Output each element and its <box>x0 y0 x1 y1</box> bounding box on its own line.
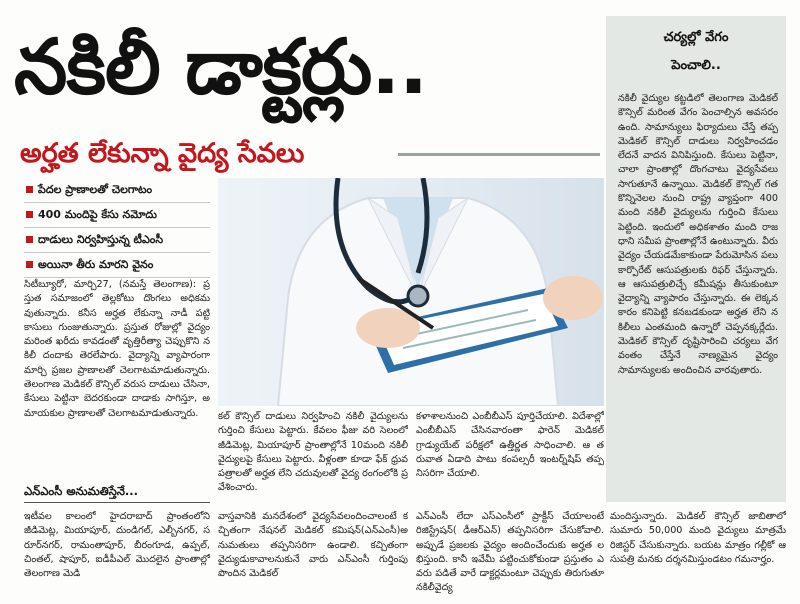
sidebar-body: నకిలీ వైద్యుల కట్టడిలో తెలంగాణ మెడికల్ కౌన్సిల్ మరింత వేగం పెంచాల్సిన అవసరం ఉంది. సామాన్యులు ఫిర్యాదులు చేస్తే తప్ప మెడికల్ కౌన్సిల్ దాడులు నిర్వహించడం లేదనే వాదన వినిపిస్తుంది. కేసులు పెట్టినా, చాలా ప్రాంతాల్లో దొంగచాటు వైద్యసేవలు సాగుతూనే ఉన్నాయి. మెడికల్ కౌన్సిల్ గత కొన్నినెలల నుంచి రాష్ట్ర వ్యాప్తంగా 400 మంది నకిలీ వైద్యులను గుర్తించి కేసులు పెట్టింది. ఇందులో అధికశాతం మంది రాజధాని సమీప ప్రాంతాల్లోనే ఉంటున్నారు. వీరు వైద్యం చేయడమేకాకుండా పేరుమోసిన పలు కార్పొరేట్ ఆసుపత్రులకు రిఫర్ చేస్తున్నారు. ఆ ఆసుపత్రులిచ్చే కమీషన్లు తీసుకుంటూ వైద్యాన్ని వ్యాపారం చేస్తున్నారు. ఈ లెక్కన కారం కనిపెట్టి కనబడకుండా అర్హత లేని నకిలీలు ఎంతమంది ఉన్నారో చెప్పనక్కర్లేదు. మెడికల్ కౌన్సిల్ దృష్టిసారించి చర్యలు వేగవంతం చేస్తేనే నాణ్యమైన వైద్యం సామాన్యులకు అందించిన వారవుతారు. <box>618 93 778 376</box>
bullet-square-icon <box>26 236 33 243</box>
article-column-3-upper: కళాశాలనుంచి ఎంబీబీఎస్ పూర్తిచేయాలి. విదేశాల్లో ఎంబీబీఎస్ చేసినవారంతా ఫారెన్ మెడికల్ గ్రాడ్యుయేట్ పరీక్షలో ఉత్తీర్ణత సాధించాలి. ఆ తరువాత ఏడాది పాటు కంపల్సరీ ఇంటర్న్‌షిప్ తప్పనిసరిగా చేయాలి. <box>416 411 604 480</box>
subheadline: అర్హత లేకున్నా వైద్య సేవలు <box>20 138 305 169</box>
bullet-item <box>24 178 210 203</box>
bullet-square-icon <box>26 186 33 193</box>
bullet-item <box>24 253 210 278</box>
subheadline-row <box>20 134 600 174</box>
doctor-illustration <box>218 178 604 406</box>
bullet-text: 400 మందిపై కేసు నమోదు <box>38 208 157 221</box>
sidebar-box <box>606 16 786 502</box>
bullet-square-icon <box>26 261 33 268</box>
article-column-3-lower: ఎన్ఎంసీ లేదా ఎస్ఎంసీలో ప్రాక్టీస్ చేయాలంటే రిజిస్ట్రేషన్( డీఆర్ఎన్) తప్పనిసరిగా చేసుకోవాలి. అప్పుడే ప్రజలకు వైద్యం అందించేందుకు అర్హత లభిస్తుంది. కానీ ఇవేమీ పట్టించుకోకుండా ప్రస్తుతం ఎవరు పడితే వారే డాక్టర్లమంటూ చెప్పుకు తిరుగుతూ నకిలీవైద్య <box>416 511 604 594</box>
headline: నకిలీ డాక్టర్లు.. <box>14 22 428 111</box>
bullet-item <box>24 228 210 253</box>
article-subheading: ఎన్ఎంసీ అనుమతిస్తేనే... <box>24 484 138 498</box>
sidebar-title-line-1: చర్యల్లో వేగం <box>663 30 729 45</box>
doctor-photo <box>218 178 604 406</box>
article-column-2-upper: కల్ కౌన్సిల్ దాడులు నిర్వహించి నకిలీ వైద్యులను గుర్తించి కేసులు పెట్టారు. కేవలం ఫీజు వరి సెలంలో జీడిమెట్ల, మియాపూర్ ప్రాంతాల్లోనే 10మంది నకిలీ వైద్యులపై కేసులు పెట్టారు. వీళ్లంతా కూడా ఫేక్ ధ్రువపత్రాలతో అర్హత లేని చదువులతో వైద్య రంగంలోకి ప్రవేశించారు. <box>218 411 408 494</box>
subheading-rule <box>24 502 210 503</box>
article-column-1: సిటీబ్యూరో, మార్చి27, (నమస్తే తెలంగాణ): ప్రస్తుత సమాజంలో తెల్లకోటు దొంగలు అధికమవుతున్నారు. కనీస అర్హత లేకున్నా నాడీ పట్టి కాసులు గుంజుతున్నారు. ప్రస్తుత రోజుల్లో వైద్యం మరింత ఖరీదు కావడంతో వృత్తిరీత్యా చెప్పుకొని నకిలీ దందాకు తెరలేపారు. వైద్యాన్ని వ్యాపారంగా మార్చి ప్రజల ప్రాణాలతో చెలగాటమాడుతున్నారు. తెలంగాణ మెడికల్ కౌన్సిల్ వరుస దాడులు చేసినా, కేసులు పెట్టినా బెదరకుండా దాడాకు సాగిస్తూ, అమాయకుల ప్రాణాలతో చెలగాటమాడుతున్నారు. <box>24 279 210 419</box>
sidebar-title-line-2: పెంచాలి.. <box>671 58 721 73</box>
bullet-square-icon <box>26 211 33 218</box>
article-column-2-lower: వాస్తవానికి మనదేశంలో వైద్యసేవలందించాలంటే కచ్చితంగా నేషనల్ మెడికల్ కమిషన్(ఎన్ఎంసీ)అనుమతులు తప్పనిసరిగా ఉండాలి. కచ్చితంగా వైద్యుడుకావాలనుకునే వారు ఎన్ఎంసీ గుర్తింపు పొందిన మెడికల్ <box>218 511 408 580</box>
bullet-text: దాడులు నిర్వహిస్తున్న టీఎంసీ <box>38 233 164 246</box>
bullet-text: పేదల ప్రాణాలతో చెలగాటం <box>38 183 153 196</box>
bullet-item <box>24 203 210 228</box>
bullet-text: అయినా తీరు మారని వైనం <box>38 258 154 271</box>
article-column-4-lower: మందిస్తున్నారు. మెడికల్ కౌన్సిల్ జాబితాలో సుమారు 50,000 మంది వైద్యులు మాత్రమే రిజిస్టర్ చేసుకున్నారు. బయట మాత్రం గల్లీకో ఆసుపత్రి మనకు దర్శనమిస్తుండటం గమనార్హం. <box>610 511 786 565</box>
highlight-bullets <box>24 178 210 278</box>
sidebar-title <box>606 24 786 80</box>
article-column-1-lower: ఇటీవల కాలంలో హైదరాబాద్ ప్రాంతంలోని జీడిమెట్ల, మియాపూర్, దుండిగల్, ఎల్బీనగర్, సరూర్‌నగర్, రామంతాపూర్, బీరంగూడ, ఉప్పల్, చింతల్, షాపూర్, ఐడీపీఎల్ మొదలైన ప్రాంతాల్లో తెలంగాణ మెడి <box>24 511 210 580</box>
subheadline-rule <box>398 153 600 156</box>
